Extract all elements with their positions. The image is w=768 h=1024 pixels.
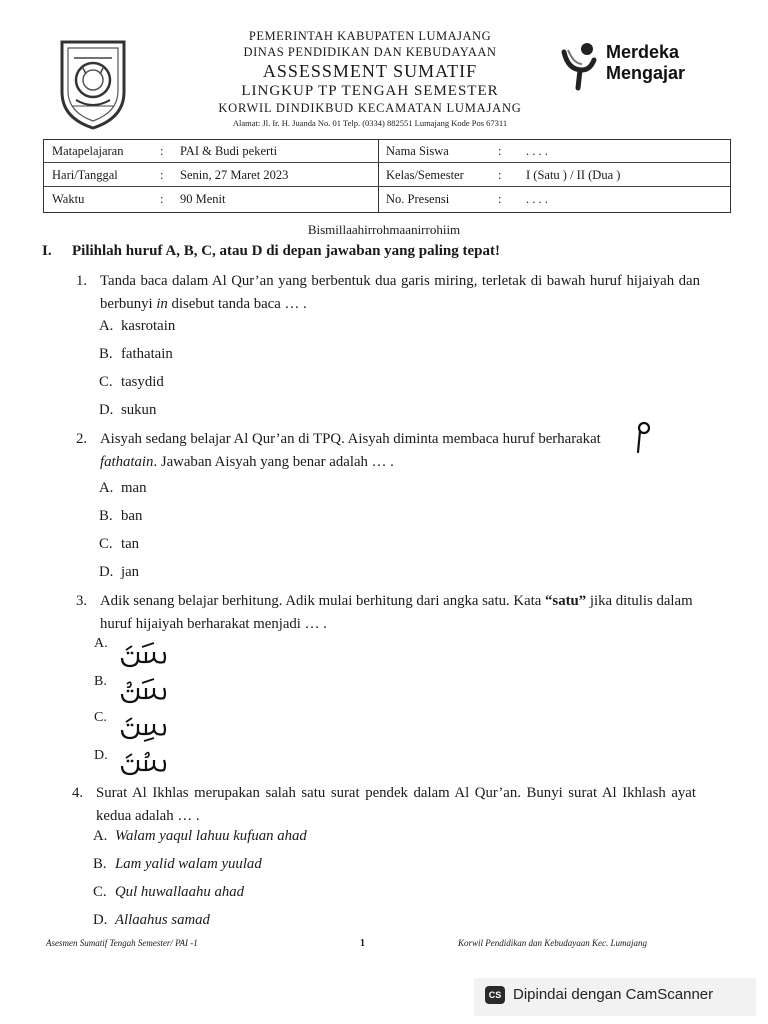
brand-line-1: Merdeka [606,42,680,62]
footer-left: Asesmen Sumatif Tengah Semester/ PAI -1 [46,938,198,948]
arabic-option-3c [118,712,170,742]
option-text: sukun [121,402,157,418]
page-number: 1 [360,938,365,949]
merdeka-mengajar-brand [560,40,710,96]
option-text: Qul huwallaahu ahad [115,884,245,900]
bismillah: Bismillaahirrohmaanirrohiim [307,222,461,237]
option-label: A. [99,480,114,496]
option-1c [99,374,164,391]
option-text: tan [121,536,140,552]
question-number: 1. [76,273,88,289]
option-text: jan [121,564,140,580]
option-4c [93,884,244,901]
option-1b [99,346,173,363]
colon: : [498,144,502,158]
arabic-option-3b [118,676,170,706]
question-text [100,590,700,636]
option-label: A. [93,828,108,844]
question-text-part: Tanda baca dalam Al Qur’an yang berbentuk dua garis miring, terletak di bawah huruf hijaiyah dan berbunyi [100,273,700,312]
option-label: C. [93,884,107,900]
lumajang-crest-icon [56,36,130,132]
option-3b-label: B. [94,674,107,689]
letterhead-title: ASSESSMENT SUMATIF [262,61,478,81]
attendance-value: . . . . [526,192,548,206]
option-label: B. [93,856,107,872]
question-text: Surat Al Ikhlas merupakan salah satu surat pendek dalam Al Qur’an. Bunyi surat Al Ikhlash ayat kedua adalah … . [96,785,696,824]
question-number: 2. [76,431,88,447]
student-name-value: . . . . [526,144,548,158]
student-info-table [43,139,731,213]
option-3d-label: D. [94,748,108,763]
letterhead-department: DINAS PENDIDIKAN DAN KEBUDAYAAN [243,44,497,59]
option-4d [93,912,210,929]
arabic-mim-icon [630,420,656,454]
option-label: D. [99,564,114,580]
question-text [100,270,700,316]
option-4a [93,828,307,845]
attendance-label: No. Presensi [386,192,450,206]
letterhead-subtitle: LINGKUP TP TENGAH SEMESTER [241,83,499,99]
question-text-part: Aisyah sedang belajar Al Qur’an di TPQ. Aisyah diminta membaca huruf berharakat [100,431,601,447]
scanner-text: Dipindai dengan CamScanner [513,986,714,1003]
question-number: 3. [76,593,88,609]
question-text-italic: in [156,296,168,312]
table-row-line [44,162,730,163]
option-label: B. [99,508,113,524]
question-2 [76,428,706,476]
arabic-option-3a [118,640,170,670]
question-text-bold: “satu” [545,593,587,609]
camscanner-icon: CS [485,986,505,1004]
letterhead-government: PEMERINTAH KABUPATEN LUMAJANG [248,29,492,43]
table-row-line [44,186,730,187]
colon: : [160,144,164,158]
option-label: D. [93,912,108,928]
question-4 [72,782,702,830]
class-value: I (Satu ) / II (Dua ) [526,168,621,182]
section-instruction: Pilihlah huruf A, B, C, atau D di depan jawaban yang paling tepat! [72,243,501,259]
time-label: Waktu [52,192,85,206]
question-text-part: . Jawaban Aisyah yang benar adalah … . [153,454,394,470]
table-divider [378,140,379,212]
footer-right: Korwil Pendidikan dan Kebudayaan Kec. Lumajang [458,938,647,948]
subject-value: PAI & Budi pekerti [180,144,278,158]
option-2d [99,564,139,581]
option-3c-label: C. [94,710,107,725]
subject-label: Matapelajaran [52,144,124,158]
option-text: Lam yalid walam yuulad [115,856,262,872]
option-2b [99,508,142,525]
arabic-option-3d [118,748,170,778]
student-name-label: Nama Siswa [386,144,449,158]
question-1 [76,270,706,318]
colon: : [160,192,164,206]
option-label: C. [99,536,113,552]
brand-text [606,42,685,83]
letterhead-korwil: KORWIL DINDIKBUD KECAMATAN LUMAJANG [218,101,522,115]
time-value: 90 Menit [180,192,226,206]
option-3a-label: A. [94,636,108,651]
option-text: kasrotain [121,318,176,334]
option-label: A. [99,318,114,334]
option-text: tasydid [121,374,164,390]
colon: : [498,168,502,182]
letterhead-address: Alamat: Jl. Ir. H. Juanda No. 01 Telp. (0334) 882551 Lumajang Kode Pos 67311 [232,117,508,128]
option-text: man [121,480,147,496]
option-label: B. [99,346,113,362]
letterhead [150,30,590,127]
question-text [100,428,620,474]
option-text: Allaahus samad [115,912,210,928]
colon: : [498,192,502,206]
option-2a [99,480,146,497]
question-number: 4. [72,785,84,801]
option-1d [99,402,156,419]
option-text: fathatain [121,346,173,362]
option-text: ban [121,508,143,524]
option-4b [93,856,262,873]
option-label: D. [99,402,114,418]
section-heading [42,243,500,260]
option-2c [99,536,139,553]
date-value: Senin, 27 Maret 2023 [180,168,289,182]
brand-line-2: Mengajar [606,62,686,83]
question-text-part: Adik senang belajar berhitung. Adik mulai berhitung dari angka satu. Kata [100,593,546,609]
option-1a [99,318,175,335]
question-3 [76,590,706,638]
date-label: Hari/Tanggal [52,168,118,182]
question-text-part: jika ditulis dalam huruf hijaiyah berharakat menjadi … . [100,593,693,632]
merdeka-mengajar-logo-icon [560,40,600,92]
section-number: I. [42,243,52,259]
question-text-part: disebut tanda baca … . [167,296,307,312]
question-text-italic: fathatain [100,454,154,470]
option-label: C. [99,374,113,390]
scanner-watermark [485,986,713,1008]
colon: : [160,168,164,182]
class-label: Kelas/Semester [386,168,464,182]
option-text: Walam yaqul lahuu kufuan ahad [115,828,307,844]
